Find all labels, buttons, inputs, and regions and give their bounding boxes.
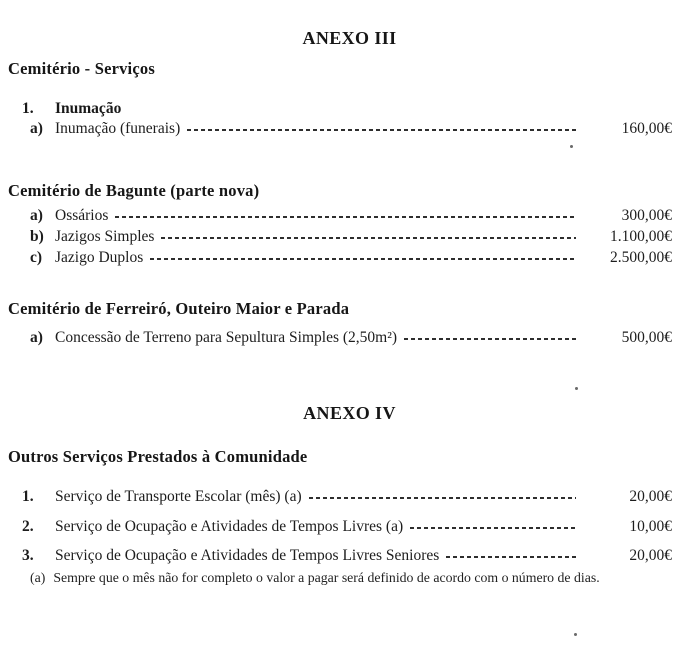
footnote-text: Sempre que o mês não for completo o valor a pagar será definido de acordo com o número de dias. <box>53 570 600 585</box>
item-text: Jazigos Simples <box>55 228 155 245</box>
tariff-row <box>22 488 672 506</box>
item-text: Serviço de Ocupação e Atividades de Tempos Livres (a) <box>55 518 404 535</box>
dash-leader <box>115 216 576 218</box>
group-row-inumacao <box>22 100 121 118</box>
tariff-row <box>22 547 672 565</box>
item-text: Inumação (funerais) <box>55 120 181 137</box>
dash-leader <box>309 497 576 499</box>
item-text: Concessão de Terreno para Sepultura Simples (2,50m²) <box>55 329 398 346</box>
item-label: a) <box>30 207 43 224</box>
item-price: 160,00€ <box>621 120 672 137</box>
anexo4-title: ANEXO IV <box>303 403 396 423</box>
scan-artifact-dot <box>575 387 578 390</box>
tariff-row <box>22 518 672 536</box>
item-number: 2. <box>22 518 34 535</box>
scan-artifact-dot <box>570 145 573 148</box>
group-number: 1. <box>22 100 34 117</box>
group-title: Inumação <box>55 100 122 117</box>
section-heading-cemiterio-servicos: Cemitério - Serviços <box>8 59 155 78</box>
item-price: 500,00€ <box>621 329 672 346</box>
item-text: Serviço de Transporte Escolar (mês) (a) <box>55 488 302 505</box>
dash-leader <box>410 527 576 529</box>
dash-leader <box>161 237 576 239</box>
item-text: Serviço de Ocupação e Atividades de Tempos Livres Seniores <box>55 547 440 564</box>
item-label: a) <box>30 329 43 346</box>
scan-artifact-dot <box>574 633 577 636</box>
item-price: 20,00€ <box>629 547 672 564</box>
tariff-row <box>30 329 672 347</box>
item-price: 300,00€ <box>621 207 672 224</box>
dash-leader <box>404 338 576 340</box>
item-label: b) <box>30 228 44 245</box>
item-number: 3. <box>22 547 34 564</box>
item-label: c) <box>30 249 43 266</box>
item-label: a) <box>30 120 43 137</box>
section-heading-outros-servicos: Outros Serviços Prestados à Comunidade <box>8 447 308 466</box>
item-price: 2.500,00€ <box>610 249 672 266</box>
dash-leader <box>150 258 576 260</box>
item-text: Jazigo Duplos <box>55 249 144 266</box>
item-price: 20,00€ <box>629 488 672 505</box>
item-text: Ossários <box>55 207 109 224</box>
dash-leader <box>187 129 576 131</box>
tariff-row <box>30 228 672 246</box>
dash-leader <box>446 556 576 558</box>
footnote <box>30 570 672 586</box>
section-heading-ferreiro: Cemitério de Ferreiró, Outeiro Maior e Parada <box>8 299 350 318</box>
item-price: 10,00€ <box>629 518 672 535</box>
section-heading-bagunte: Cemitério de Bagunte (parte nova) <box>8 181 260 200</box>
item-number: 1. <box>22 488 34 505</box>
tariff-row <box>30 249 672 267</box>
footnote-label: (a) <box>30 570 46 585</box>
tariff-row <box>30 120 672 138</box>
item-price: 1.100,00€ <box>610 228 672 245</box>
tariff-row <box>30 207 672 225</box>
anexo3-title: ANEXO III <box>302 28 397 48</box>
